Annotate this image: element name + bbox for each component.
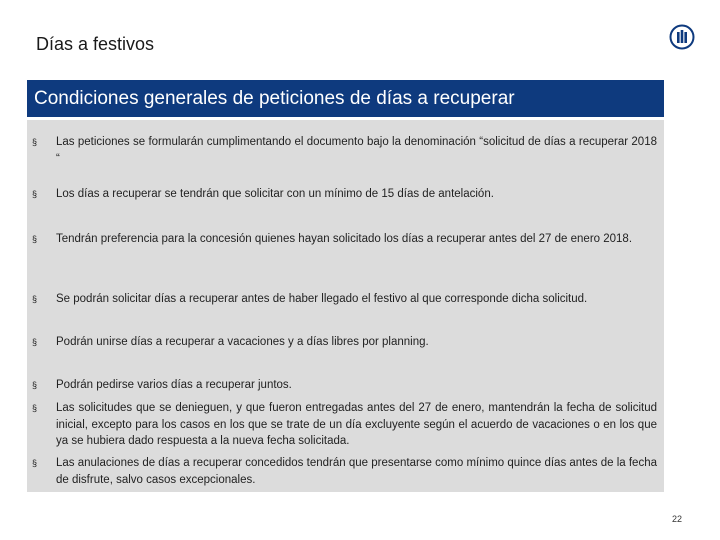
bullet-marker: § xyxy=(32,380,38,390)
bullet-marker: § xyxy=(32,294,38,304)
bullet-marker: § xyxy=(32,234,38,244)
list-item-text: Las anulaciones de días a recuperar concedidos tendrán que presentarse como mínimo quince días antes de la fecha de disfrute, salvo casos excepcionales. xyxy=(56,457,657,486)
allianz-logo-icon xyxy=(669,24,695,50)
section-banner: Condiciones generales de peticiones de días a recuperar xyxy=(27,80,664,117)
bullet-marker: § xyxy=(32,403,38,413)
bullet-marker: § xyxy=(32,458,38,468)
list-item-text: Podrán unirse días a recuperar a vacaciones y a días libres por planning. xyxy=(56,336,429,348)
list-item xyxy=(27,186,664,203)
list-item-text: Las peticiones se formularán cumplimentando el documento bajo la denominación “solicitud de días a recuperar 2018 “ xyxy=(56,136,657,165)
list-item xyxy=(27,400,664,450)
list-item xyxy=(27,455,664,488)
conditions-panel xyxy=(27,120,664,492)
list-item xyxy=(27,134,664,167)
list-item xyxy=(27,377,664,394)
bullet-marker: § xyxy=(32,189,38,199)
list-item xyxy=(27,334,664,351)
bullet-marker: § xyxy=(32,337,38,347)
list-item-text: Tendrán preferencia para la concesión quienes hayan solicitado los días a recuperar antes del 27 de enero 2018. xyxy=(56,233,633,245)
bullet-marker: § xyxy=(32,137,38,147)
page-title: Días a festivos xyxy=(36,34,155,54)
list-item-text: Los días a recuperar se tendrán que solicitar con un mínimo de 15 días de antelación. xyxy=(56,188,494,200)
list-item xyxy=(27,231,664,248)
list-item-text: Se podrán solicitar días a recuperar antes de haber llegado el festivo al que corresponde dicha solicitud. xyxy=(56,293,588,305)
page-number: 22 xyxy=(672,514,683,524)
list-item xyxy=(27,291,664,308)
list-item-text: Podrán pedirse varios días a recuperar juntos. xyxy=(56,379,292,391)
list-item-text: Las solicitudes que se denieguen, y que fueron entregadas antes del 27 de enero, mantendrán la fecha de solicitud inicial, excepto para los casos en los que se trate de un día excluyente según el acuerdo de vacaciones o en los que ya se hubiera dado respuesta a la nueva fecha solicitada. xyxy=(56,402,657,447)
